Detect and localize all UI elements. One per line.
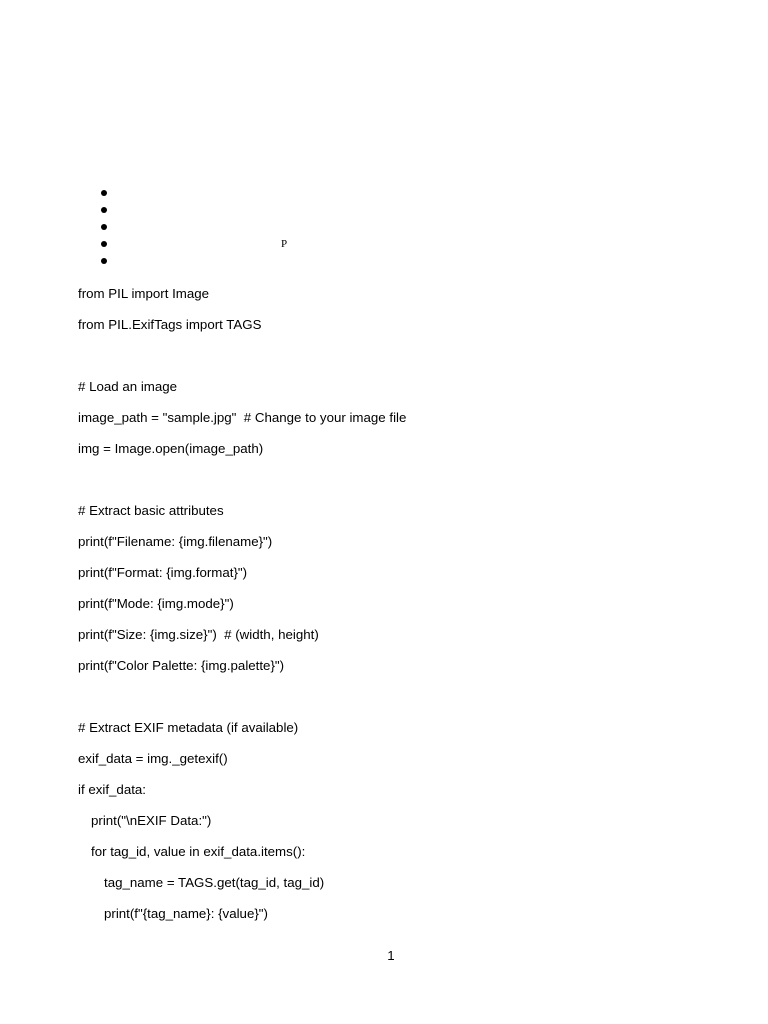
code-line: print(f"Color Palette: {img.palette}") [78, 658, 285, 673]
code-line: print("\nEXIF Data:") [91, 813, 212, 828]
code-line: from PIL import Image [78, 286, 210, 301]
bullet-marker [101, 258, 107, 264]
bullet-marker [101, 190, 107, 196]
bullet-text: P [281, 238, 288, 250]
code-comment: # Extract EXIF metadata (if available) [78, 720, 299, 735]
code-line: print(f"Size: {img.size}") # (width, height) [78, 627, 319, 642]
bullet-marker [101, 241, 107, 247]
code-line: print(f"{tag_name}: {value}") [104, 906, 268, 921]
code-line: from PIL.ExifTags import TAGS [78, 317, 262, 332]
page-number: 1 [387, 948, 395, 963]
code-line: if exif_data: [78, 782, 147, 797]
code-line: image_path = "sample.jpg" # Change to your image file [78, 410, 407, 425]
code-line: print(f"Filename: {img.filename}") [78, 534, 273, 549]
code-line: print(f"Format: {img.format}") [78, 565, 248, 580]
code-comment: # Load an image [78, 379, 178, 394]
code-line: for tag_id, value in exif_data.items(): [91, 844, 306, 859]
code-line: tag_name = TAGS.get(tag_id, tag_id) [104, 875, 325, 890]
bullet-marker [101, 224, 107, 230]
code-comment: # Extract basic attributes [78, 503, 224, 518]
code-line: exif_data = img._getexif() [78, 751, 228, 766]
bullet-marker [101, 207, 107, 213]
code-line: print(f"Mode: {img.mode}") [78, 596, 234, 611]
code-line: img = Image.open(image_path) [78, 441, 264, 456]
